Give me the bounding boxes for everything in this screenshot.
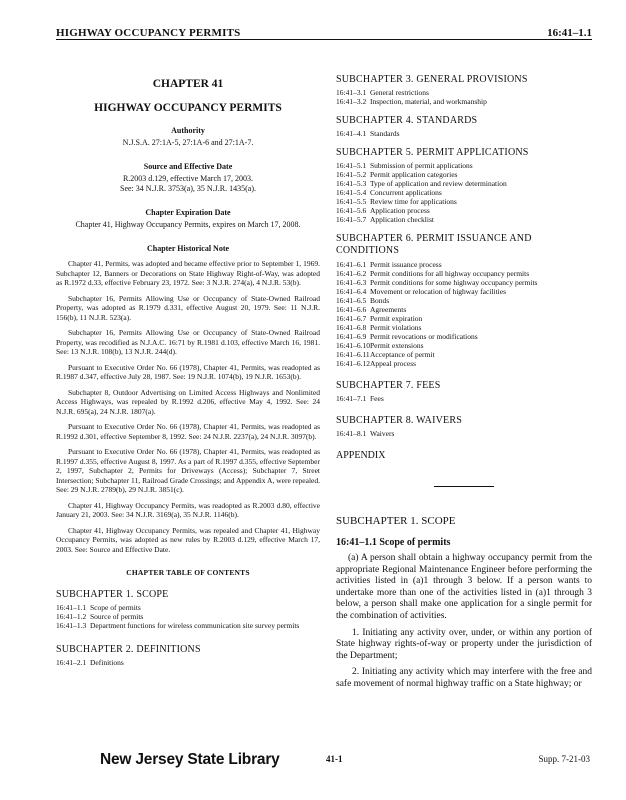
header-title: HIGHWAY OCCUPANCY PERMITS <box>56 27 241 39</box>
toc-entry <box>336 269 592 278</box>
history-paragraph: Pursuant to Executive Order No. 66 (1978), Chapter 41, Permits, was readopted as R.1992 d.301, effective September 8, 1992. See: 24 N.J.R. 2237(a), 24 N.J.R. 3097(b). <box>56 422 320 441</box>
toc-entry <box>336 260 592 269</box>
toc-section-number: 16:41–2.1 <box>56 658 87 667</box>
toc-list <box>336 429 592 438</box>
toc-entry <box>56 612 320 621</box>
toc-section-number: 16:41–3.1 <box>336 88 367 97</box>
toc-section-label: Application process <box>370 206 430 215</box>
toc-section-number: 16:41–8.1 <box>336 429 367 438</box>
toc-section-number: 16:41–6.11 <box>336 350 370 359</box>
left-column <box>56 70 320 667</box>
toc-entry <box>336 394 592 403</box>
toc-section-number: 16:41–5.1 <box>336 161 367 170</box>
toc-section-label: Standards <box>370 129 400 138</box>
toc-section-number: 16:41–6.2 <box>336 269 367 278</box>
rule-item: 2. Initiating any activity which may interfere with the free and safe movement of normal highway traffic on a State highway; or <box>336 667 592 689</box>
toc-section-label: Permit revocations or modifications <box>370 332 478 341</box>
toc-section-number: 16:41–4.1 <box>336 129 367 138</box>
toc-section-number: 16:41–1.2 <box>56 612 87 621</box>
toc-section-label: Source of permits <box>90 612 144 621</box>
appendix-entry: APPENDIX <box>336 450 386 461</box>
toc-entry <box>56 603 320 612</box>
toc-list <box>336 161 592 224</box>
toc-section-label: Definitions <box>90 658 124 667</box>
toc-entry <box>336 341 592 350</box>
toc-section-number: 16:41–6.5 <box>336 296 367 305</box>
toc-entry <box>336 206 592 215</box>
toc-entry <box>336 296 592 305</box>
history-paragraph: Subchapter 16, Permits Allowing Use or Occupancy of State-Owned Railroad Property, was adopted as R.1979 d.331, effective August 20, 1979. See: 11 N.J.R. 156(b), 11 N.J.R. 523(a). <box>56 293 320 322</box>
toc-section-number: 16:41–5.4 <box>336 188 367 197</box>
expiration-text: Chapter 41, Highway Occupancy Permits, expires on March 17, 2008. <box>75 220 301 229</box>
toc-list <box>56 603 320 630</box>
authority-text: N.J.S.A. 27:1A-5, 27:1A-6 and 27:1A-7. <box>122 138 254 147</box>
toc-section-label: Permit issuance process <box>370 260 442 269</box>
source-line-2: See: 34 N.J.R. 3753(a), 35 N.J.R. 1435(a). <box>120 184 256 193</box>
toc-section-label: Permit conditions for all highway occupancy permits <box>370 269 530 278</box>
history-paragraph: Subchapter 8, Outdoor Advertising on Limited Access Highways and Nonlimited Access Highways, was repealed by R.1992 d.206, effective May 4, 1992. See: 24 N.J.R. 695(a), 24 N.J.R. 1807(a). <box>56 387 320 416</box>
expiration-heading: Chapter Expiration Date <box>145 208 231 217</box>
toc-subchapter-title: SUBCHAPTER 6. PERMIT ISSUANCE AND CONDITIONS <box>336 233 532 256</box>
toc-entry <box>56 621 320 630</box>
history-heading: Chapter Historical Note <box>146 244 230 253</box>
toc-section-label: Permit conditions for some highway occupancy permits <box>370 278 538 287</box>
toc-entry <box>336 129 592 138</box>
chapter-number: CHAPTER 41 <box>152 78 224 90</box>
toc-entry <box>336 359 592 368</box>
toc-list <box>336 394 592 403</box>
authority-heading: Authority <box>171 126 205 135</box>
toc-heading: CHAPTER TABLE OF CONTENTS <box>126 568 250 577</box>
toc-section-label: Department functions for wireless communication site survey permits <box>90 621 300 630</box>
toc-list <box>56 658 320 667</box>
toc-subchapter-title: SUBCHAPTER 2. DEFINITIONS <box>56 644 201 655</box>
toc-section-label: Inspection, material, and workmanship <box>370 97 487 106</box>
toc-section-number: 16:41–6.4 <box>336 287 367 296</box>
history-paragraph: Chapter 41, Highway Occupancy Permits, was repealed and Chapter 41, Highway Occupancy Permits, was adopted as new rules by R.2003 d.129, effective March 17, 2003. See: Source and Effective Date. <box>56 525 320 554</box>
supplement-date: Supp. 7-21-03 <box>538 754 590 764</box>
toc-section-number: 16:41–5.7 <box>336 215 367 224</box>
toc-section-number: 16:41–5.3 <box>336 179 367 188</box>
toc-section-number: 16:41–6.12 <box>336 359 370 368</box>
toc-section-number: 16:41–6.3 <box>336 278 367 287</box>
history-paragraph: Pursuant to Executive Order No. 66 (1978), Chapter 41, Permits, was readopted as R.1997 d.355, effective August 8, 1997. As a part of R.1997 d.355, effective September 2, 1997, Subchapter 2, Permits for Driveways (Access); Subchapter 7, Street Intersection; Subchapter 11, Railroad Grade Crossings; and Appendix A, were repealed. See: 29 N.J.R. 2789(b), 29 N.J.R. 3851(c). <box>56 447 320 494</box>
toc-entry <box>336 305 592 314</box>
section-divider <box>434 486 494 487</box>
toc-section-number: 16:41–3.2 <box>336 97 367 106</box>
toc-section-label: Bonds <box>370 296 390 305</box>
toc-entry <box>336 161 592 170</box>
toc-entry <box>336 179 592 188</box>
toc-section-label: Concurrent applications <box>370 188 442 197</box>
toc-section-label: Scope of permits <box>90 603 141 612</box>
toc-entry <box>336 97 592 106</box>
toc-subchapter-title: SUBCHAPTER 5. PERMIT APPLICATIONS <box>336 147 529 158</box>
toc-section-label: Permit application categories <box>370 170 458 179</box>
toc-subchapter-title: SUBCHAPTER 4. STANDARDS <box>336 115 478 126</box>
toc-section-label: Permit extensions <box>370 341 424 350</box>
history-paragraph: Subchapter 16, Permits Allowing Use or Occupancy of State-Owned Railroad Property, was recodified as N.J.A.C. 16:71 by R.1981 d.103, effective March 16, 1981. See: 13 N.J.R. 108(b), 13 N.J.R. 244(d). <box>56 328 320 356</box>
toc-section-number: 16:41–1.3 <box>56 621 87 630</box>
rule-item: 1. Initiating any activity over, under, or within any portion of State highway rights-of-way or property under the jurisdiction of the Department; <box>336 627 592 661</box>
library-watermark: New Jersey State Library <box>100 751 280 768</box>
toc-list <box>336 260 592 368</box>
toc-entry <box>336 170 592 179</box>
rule-heading: 16:41–1.1 Scope of permits <box>336 537 451 548</box>
toc-section-number: 16:41–1.1 <box>56 603 87 612</box>
toc-section-label: Review time for applications <box>370 197 457 206</box>
toc-entry <box>336 350 592 359</box>
toc-section-label: Application checklist <box>370 215 434 224</box>
toc-section-number: 16:41–7.1 <box>336 394 367 403</box>
toc-entry <box>336 278 592 287</box>
header-section-number: 16:41–1.1 <box>547 27 592 39</box>
toc-entry <box>336 197 592 206</box>
rule-paragraph: (a) A person shall obtain a highway occupancy permit from the appropriate Regional Maintenance Engineer before performing the activities listed in (a)1 through 3 below. If a person wants to undertake more than one of the activities listed in (a)1 through 3 below, a person shall make one application for a single permit for the combination of activities. <box>336 553 592 621</box>
history-paragraph: Pursuant to Executive Order No. 66 (1978), Chapter 41, Permits, was readopted as R.1987 d.347, effective July 28, 1987. See: 19 N.J.R. 1074(b), 19 N.J.R. 1653(b). <box>56 362 320 381</box>
toc-section-number: 16:41–6.9 <box>336 332 367 341</box>
right-column <box>336 74 592 691</box>
toc-section-number: 16:41–6.1 <box>336 260 367 269</box>
toc-entry <box>336 429 592 438</box>
toc-section-number: 16:41–6.10 <box>336 341 370 350</box>
toc-section-label: Agreements <box>370 305 407 314</box>
toc-entry <box>336 188 592 197</box>
toc-subchapter-title: SUBCHAPTER 8. WAIVERS <box>336 415 462 426</box>
toc-section-label: Type of application and review determination <box>370 179 507 188</box>
toc-entry <box>336 88 592 97</box>
toc-subchapter-title: SUBCHAPTER 1. SCOPE <box>56 589 169 600</box>
toc-section-label: Permit expiration <box>370 314 423 323</box>
toc-section-number: 16:41–5.2 <box>336 170 367 179</box>
toc-section-number: 16:41–5.5 <box>336 197 367 206</box>
toc-entry <box>336 287 592 296</box>
source-heading: Source and Effective Date <box>143 162 233 171</box>
chapter-title: HIGHWAY OCCUPANCY PERMITS <box>94 102 282 114</box>
toc-section-label: General restrictions <box>370 88 429 97</box>
running-header <box>56 27 592 40</box>
subchapter-heading: SUBCHAPTER 1. SCOPE <box>336 515 456 527</box>
toc-list <box>336 129 592 138</box>
history-paragraph: Chapter 41, Permits, was adopted and became effective prior to September 1, 1969. Subchapter 12, Banners or Decorations on State Highway Right-of-Way, was adopted as R.1972 d.33, effective February 23, 1972. See: 3 N.J.R. 274(a), 4 N.J.R. 53(b). <box>56 259 320 287</box>
toc-section-label: Acceptance of permit <box>370 350 435 359</box>
toc-section-number: 16:41–5.6 <box>336 206 367 215</box>
toc-entry <box>56 658 320 667</box>
history-paragraph: Chapter 41, Highway Occupancy Permits, was readopted as R.2003 d.80, effective January 21, 2003. See: 34 N.J.R. 3169(a), 35 N.J.R. 1146(b). <box>56 500 320 519</box>
source-line-1: R.2003 d.129, effective March 17, 2003. <box>122 174 254 183</box>
toc-section-label: Fees <box>370 394 384 403</box>
toc-list <box>336 88 592 106</box>
toc-section-number: 16:41–6.7 <box>336 314 367 323</box>
toc-subchapter-title: SUBCHAPTER 7. FEES <box>336 380 441 391</box>
toc-section-number: 16:41–6.8 <box>336 323 367 332</box>
toc-entry <box>336 314 592 323</box>
toc-entry <box>336 323 592 332</box>
toc-section-label: Permit violations <box>370 323 422 332</box>
history-notes <box>56 259 320 554</box>
toc-subchapter-title: SUBCHAPTER 3. GENERAL PROVISIONS <box>336 74 528 85</box>
toc-section-label: Submission of permit applications <box>370 161 473 170</box>
toc-section-label: Movement or relocation of highway facilities <box>370 287 506 296</box>
toc-section-number: 16:41–6.6 <box>336 305 367 314</box>
toc-entry <box>336 332 592 341</box>
toc-entry <box>336 215 592 224</box>
toc-section-label: Waivers <box>370 429 395 438</box>
toc-section-label: Appeal process <box>370 359 417 368</box>
page-number: 41-1 <box>326 754 343 764</box>
